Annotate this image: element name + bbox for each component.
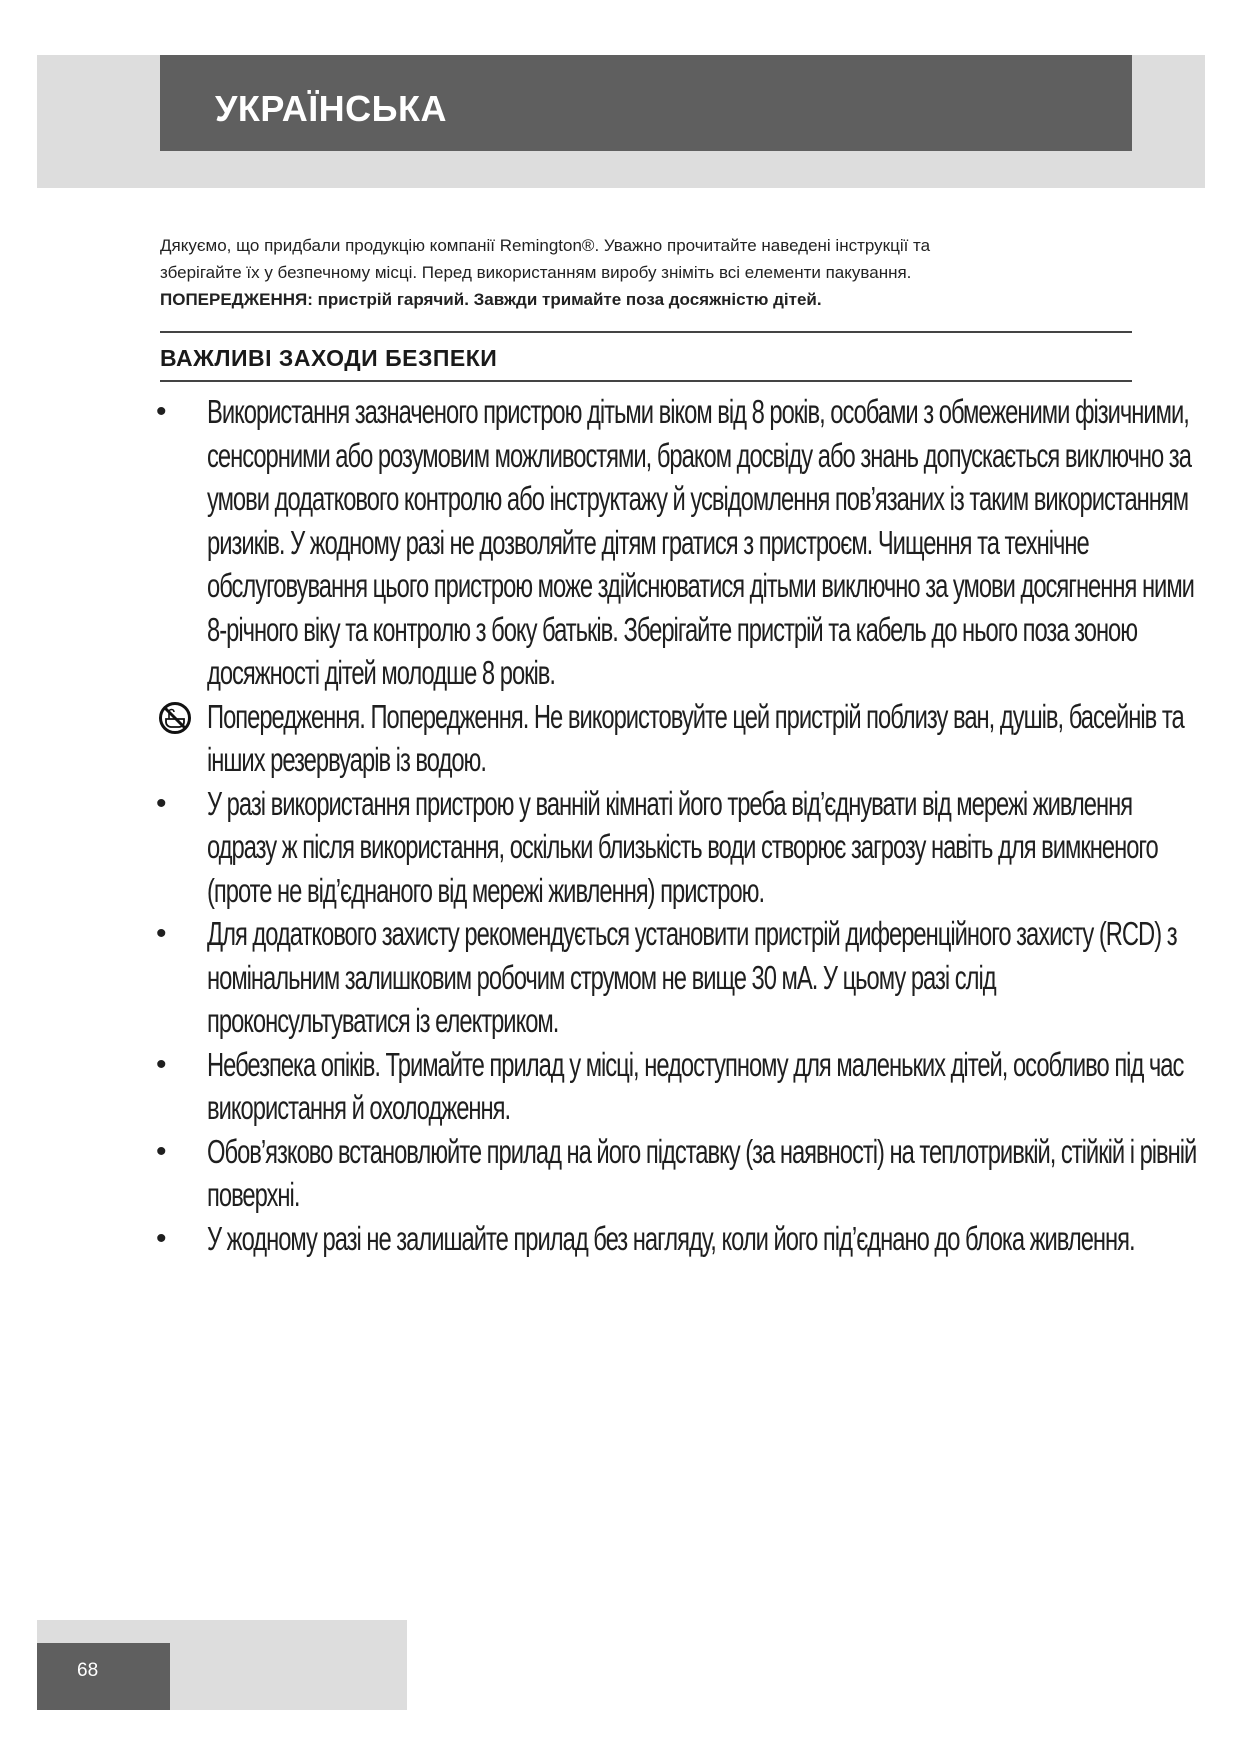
section-heading: ВАЖЛИВІ ЗАХОДИ БЕЗПЕКИ: [160, 345, 498, 371]
bullet: •: [156, 1134, 166, 1168]
list-item-text: Для додаткового захисту рекомендується установити пристрій диференційного захисту (RCD) з номінальним залишковим робочим струмом не вище 30 мА. У цьому разі слід проконсультуватися із електриком.: [207, 915, 1177, 1039]
bullet: •: [156, 786, 166, 820]
intro-line-2: зберігайте їх у безпечному місці. Перед використанням виробу зніміть всі елементи пакування.: [160, 263, 912, 282]
list-item: [152, 912, 1177, 1043]
intro-line-1: Дякуємо, що придбали продукцію компанії Remington®. Уважно прочитайте наведені інструкції та: [160, 236, 931, 255]
list-item: [152, 1217, 1142, 1261]
no-bath-icon: [158, 701, 192, 735]
bullet: •: [156, 917, 166, 950]
section-bottom-rule: [160, 380, 1132, 382]
page-number: 68: [77, 1660, 99, 1681]
language-title: УКРАЇНСЬКА: [215, 88, 447, 129]
bullet: •: [156, 1221, 166, 1255]
list-item-text: Небезпека опіків. Тримайте прилад у місці, недоступному для маленьких дітей, особливо під час використання й охолодження.: [207, 1045, 1184, 1126]
intro-paragraph: [160, 232, 1090, 313]
list-item: [152, 1130, 1197, 1217]
list-item: [152, 1043, 1184, 1130]
page-number-box: [37, 1643, 170, 1710]
list-item-text: У разі використання пристрою у ванній кімнаті його треба від’єднувати від мережі живлення одразу ж після використання, оскільки близькість води створює загрозу навіть для вимкненого (проте не від’єднаного від мережі живлення) пристрою.: [207, 784, 1158, 909]
list-item-warning: [152, 695, 1184, 782]
list-item: [152, 782, 1158, 913]
bullet: •: [156, 1047, 166, 1081]
safety-list: [152, 390, 1197, 1260]
list-item-text: Використання зазначеного пристрою дітьми віком від 8 років, особами з обмеженими фізичними, сенсорними або розумовим можливостями, браком досвіду або знань допускається виключно за умови додаткового контролю або інструктажу й усвідомлення пов’язаних із таким використанням ризиків. У жодному разі не дозволяйте дітям гратися з пристроєм. Чищення та технічне обслуговування цього пристрою може здійснюватися дітьми виключно за умови досягнення ними 8-річного віку та контролю з боку батьків. Зберігайте пристрій та кабель до нього поза зоною досяжності дітей молодше 8 років.: [207, 393, 1194, 691]
list-item-text: У жодному разі не залишайте прилад без нагляду, коли його під’єднано до блока живлення.: [207, 1219, 1135, 1257]
bullet: •: [156, 395, 166, 428]
list-item-text: Обов’язково встановлюйте прилад на його підставку (за наявності) на теплотривкій, стійкій і рівній поверхні.: [207, 1132, 1197, 1213]
list-item: [152, 390, 1194, 695]
hot-warning: ПОПЕРЕДЖЕННЯ: пристрій гарячий. Завжди тримайте поза досяжністю дітей.: [160, 290, 822, 309]
list-item-text: Попередження. Попередження. Не використовуйте цей пристрій поблизу ван, душів, басейнів та інших резервуарів із водою.: [207, 697, 1184, 778]
section-top-rule: [160, 331, 1132, 333]
